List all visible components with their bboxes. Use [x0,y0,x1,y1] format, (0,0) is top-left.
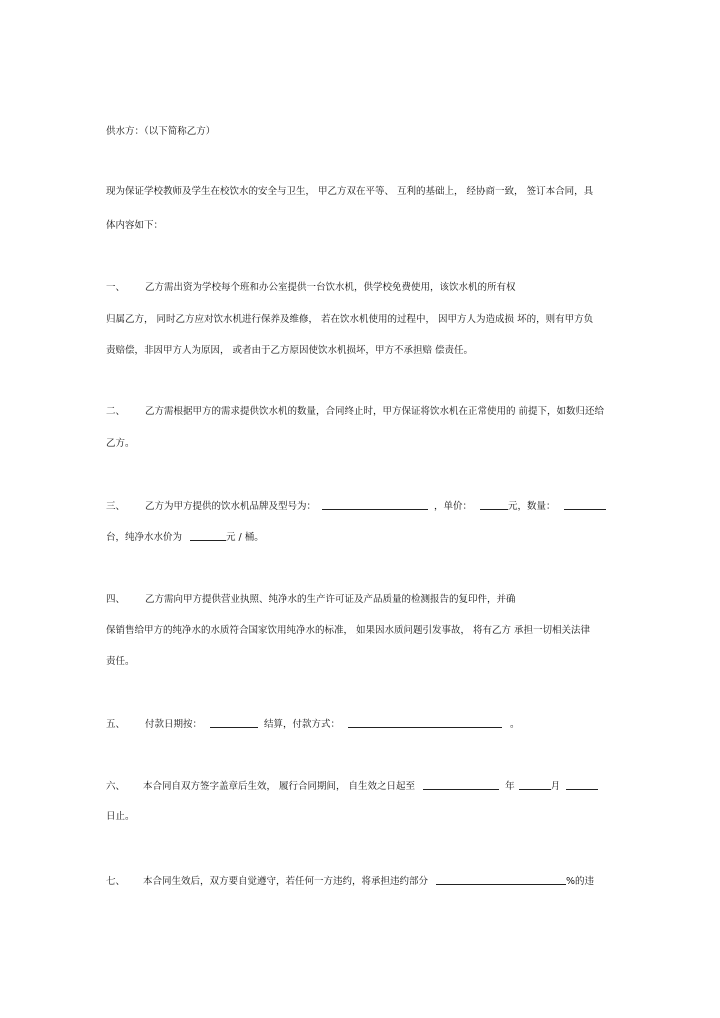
clause-6-text-3: 月 [550,781,561,792]
clause-3-text-1: 乙方为甲方提供的饮水机品牌及型号为： [145,501,317,512]
clause-3-number: 三、 [106,501,126,512]
intro-line-2 [106,220,163,232]
clause-1-text-2: 归属乙方， 同时乙方应对饮水机进行保养及维修， 若在饮水机使用的过程中， 因甲方人为造成损 坏的，则有甲方负 [106,314,594,325]
clause-1-line-2 [106,314,593,326]
clause-3-line-2 [106,531,264,544]
supplier-text: 供水方：（以下简称乙方） [106,126,216,137]
clause-2-line-2 [106,438,135,450]
clause-6-number: 六、 [106,781,126,792]
clause-1-number: 一、 [106,282,126,293]
intro-text-1: 现为保证学校教师及学生在校饮水的安全与卫生， 甲乙方双在平等、 互利的基础上， 经协商一致， 签订本合同，具 [106,186,594,197]
clause-1-text-3: 责赔偿，非因甲方人为原因， 或者由于乙方原因使饮水机损坏，甲方不承担赔 偿责任。 [106,345,474,356]
clause-3-text-4: 台，纯净水水价为 [106,532,183,543]
end-day-blank[interactable] [566,780,598,790]
end-month-blank[interactable] [519,780,551,790]
quantity-blank[interactable] [564,500,606,510]
intro-line-1 [106,186,593,198]
clause-2-number: 二、 [106,406,126,417]
clause-5-number: 五、 [106,719,126,730]
penalty-percent-blank[interactable] [436,875,566,885]
clause-4-text-2: 保销售给甲方的纯净水的水质符合国家饮用纯净水的标准， 如果因水质问题引发事故， 将有乙方 承担一切相关法律 [106,625,591,636]
clause-6-line-1 [106,780,598,793]
clause-6-text-2: 年 [505,781,515,792]
clause-2-text-2: 乙方。 [106,438,135,449]
model-blank[interactable] [322,500,428,510]
water-price-blank[interactable] [190,531,226,541]
end-year-blank[interactable] [423,780,499,790]
clause-7-text-1: 本合同生效后，双方要自觉遵守，若任何一方违约，将承担违约部分 [143,876,429,887]
payment-method-blank[interactable] [348,718,502,728]
clause-4-text-3: 责任。 [106,656,135,667]
clause-2-text-1: 乙方需根据甲方的需求提供饮水机的数量，合同终止时，甲方保证将饮水机在正常使用的 前提下，如数归还给 [145,406,605,417]
clause-3-text-5: 元 / 桶。 [226,532,264,543]
clause-2-line-1 [106,406,604,418]
payment-date-blank[interactable] [210,718,258,728]
price-blank[interactable] [480,500,508,510]
clause-1-text-1: 乙方需出资为学校每个班和办公室提供一台饮水机，供学校免费使用，该饮水机的所有权 [145,282,516,293]
clause-7-text-2: %的违 [566,876,595,887]
clause-4-line-3 [106,656,135,668]
clause-3-text-2: ，单价： [434,501,473,512]
clause-5-text-2: 结算，付款方式： [264,719,341,730]
clause-4-line-1 [106,594,516,606]
clause-3-text-3: 元，数量： [508,501,556,512]
clause-7-number: 七、 [106,876,126,887]
clause-6-text-1: 本合同自双方签字盖章后生效， 履行合同期间， 自生效之日起至 [143,781,416,792]
supplier-line [106,126,215,138]
clause-1-line-1 [106,282,516,294]
clause-5-line-1 [106,718,520,731]
clause-5-text-1: 付款日期按： [145,719,203,730]
clause-4-line-2 [106,625,590,637]
clause-7-line-1 [106,875,594,888]
clause-1-line-3 [106,345,473,357]
clause-6-line-2 [106,811,135,823]
intro-text-2: 体内容如下： [106,220,164,231]
clause-5-text-3: 。 [510,719,520,730]
clause-4-text-1: 乙方需向甲方提供营业执照、纯净水的生产许可证及产品质量的检测报告的复印件，并确 [145,594,516,605]
clause-3-line-1 [106,500,606,513]
clause-4-number: 四、 [106,594,126,605]
clause-6-text-4: 日止。 [106,811,135,822]
